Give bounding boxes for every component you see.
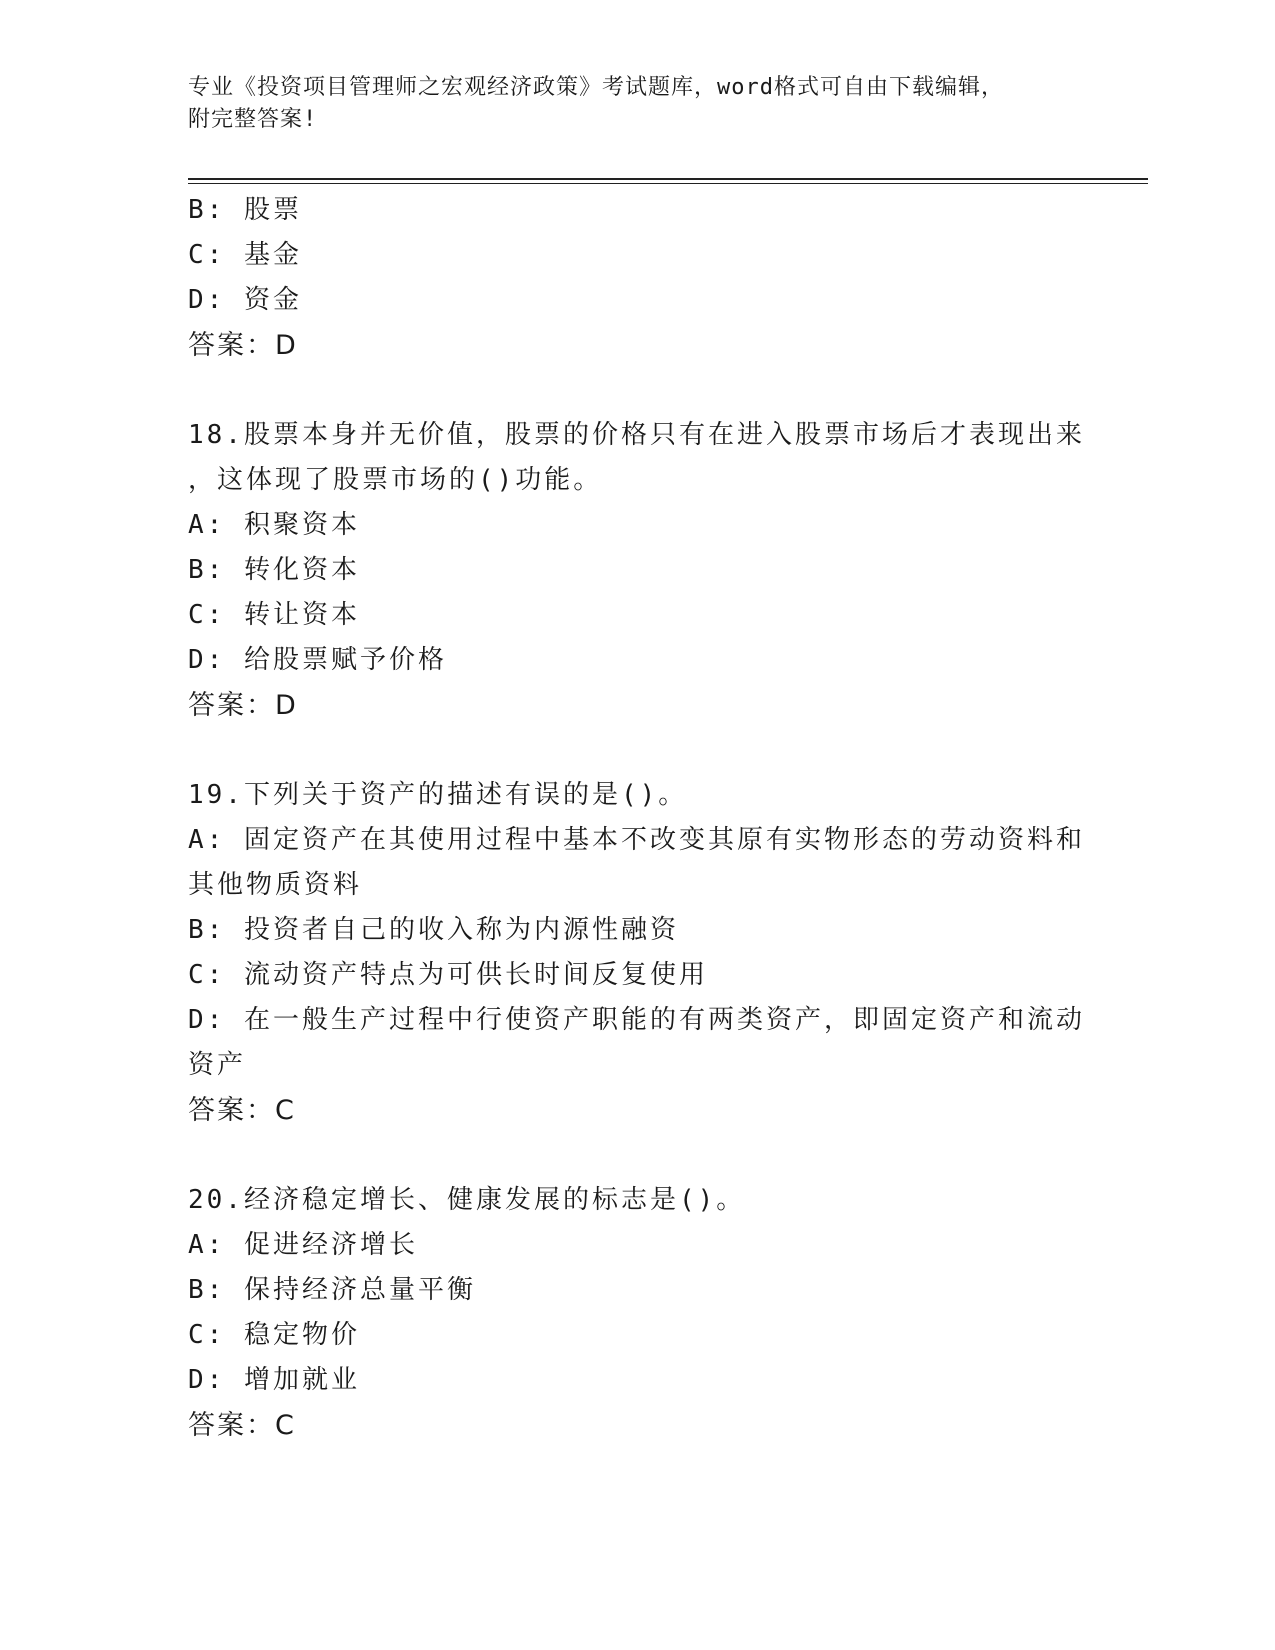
question-list bbox=[188, 188, 1085, 1448]
option-c: C: 稳定物价 bbox=[188, 1320, 360, 1350]
question-stem-line-2: ，这体现了股票市场的()功能。 bbox=[188, 465, 603, 495]
option-d: D: 资金 bbox=[188, 285, 302, 315]
answer-text: 答案：D bbox=[188, 330, 298, 361]
question-stem: 20.经济稳定增长、健康发展的标志是()。 bbox=[188, 1185, 746, 1215]
question-17-tail bbox=[188, 188, 1068, 368]
option-b: B: 保持经济总量平衡 bbox=[188, 1275, 476, 1305]
question-20 bbox=[188, 1178, 1068, 1448]
option-d-line-2: 资产 bbox=[188, 1050, 247, 1080]
answer-text: 答案：C bbox=[188, 1095, 296, 1126]
option-d: D: 增加就业 bbox=[188, 1365, 360, 1395]
option-a-line-1: A: 固定资产在其使用过程中基本不改变其原有实物形态的劳动资料和 bbox=[188, 825, 1085, 855]
option-d-line-1: D: 在一般生产过程中行使资产职能的有两类资产，即固定资产和流动 bbox=[188, 1005, 1085, 1035]
question-stem: 19.下列关于资产的描述有误的是()。 bbox=[188, 780, 688, 810]
document-header bbox=[188, 72, 1088, 136]
option-a: A: 促进经济增长 bbox=[188, 1230, 418, 1260]
option-a-line-2: 其他物质资料 bbox=[188, 870, 363, 900]
option-b: B: 股票 bbox=[188, 195, 302, 225]
option-c: C: 流动资产特点为可供长时间反复使用 bbox=[188, 960, 708, 990]
option-c: C: 基金 bbox=[188, 240, 302, 270]
option-d: D: 给股票赋予价格 bbox=[188, 645, 447, 675]
option-a: A: 积聚资本 bbox=[188, 510, 360, 540]
spacer bbox=[188, 1133, 1068, 1178]
answer-text: 答案：C bbox=[188, 1410, 296, 1441]
option-b: B: 转化资本 bbox=[188, 555, 360, 585]
option-c: C: 转让资本 bbox=[188, 600, 360, 630]
question-19 bbox=[188, 773, 1085, 1133]
header-line-1: 专业《投资项目管理师之宏观经济政策》考试题库，word格式可自由下载编辑， bbox=[188, 75, 1004, 100]
answer-text: 答案：D bbox=[188, 690, 298, 721]
option-b: B: 投资者自己的收入称为内源性融资 bbox=[188, 915, 679, 945]
question-stem-line-1: 18.股票本身并无价值，股票的价格只有在进入股票市场后才表现出来 bbox=[188, 420, 1085, 450]
spacer bbox=[188, 368, 1068, 413]
spacer bbox=[188, 728, 1068, 773]
header-divider-thick bbox=[188, 178, 1148, 180]
header-line-2: 附完整答案! bbox=[188, 107, 318, 132]
header-divider-thin bbox=[188, 183, 1148, 184]
question-18 bbox=[188, 413, 1085, 728]
